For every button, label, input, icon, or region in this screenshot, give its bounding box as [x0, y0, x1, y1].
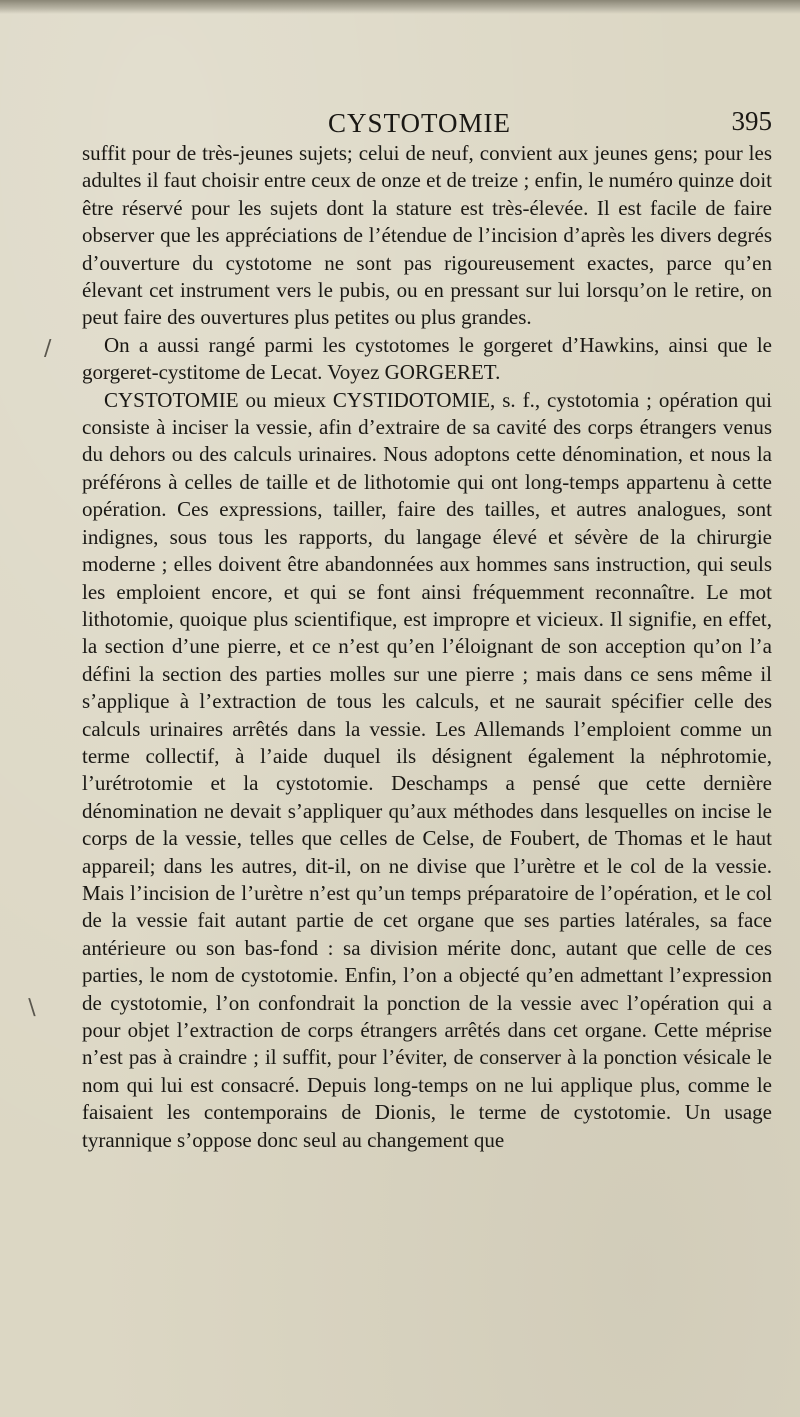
- page-number: 395: [731, 106, 772, 136]
- margin-backslash-mark: ∖: [24, 996, 39, 1021]
- page-edge-stain: [0, 0, 800, 14]
- body-text: [82, 140, 772, 1154]
- margin-slash-mark: ∕: [44, 336, 52, 361]
- paragraph-2: On a aussi rangé parmi les cystotomes le gorgeret d’Hawkins, ainsi que le gorgeret-cystitome de Lecat. Voyez GORGERET.: [82, 332, 772, 385]
- paragraph-3-entry-cystotomie: CYSTOTOMIE ou mieux CYSTIDOTOMIE, s. f., cystotomia ; opération qui consiste à inciser la vessie, afin d’extraire de sa cavité des corps étrangers venus du dehors ou des calculs urinaires. Nous adoptons cette dénomination, et nous la préférons à celles de taille et de lithotomie qui ont long-temps appartenu à cette opération. Ces expressions, tailler, faire des tailles, et autres analogues, sont indignes, sous tous les rapports, du langage élevé et sévère de la chirurgie moderne ; elles doivent être abandonnées aux hommes sans instruction, qui seuls les emploient encore, et qui se font ainsi fréquemment reconnaître. Le mot lithotomie, quoique plus scientifique, est impropre et vicieux. Il signifie, en effet, la section d’une pierre, et ce n’est qu’en l’éloignant de son acception qu’on l’a défini la section des parties molles sur une pierre ; mais dans ce sens même il s’applique à l’extraction de tous les calculs, et ne saurait spécifier celle des calculs urinaires arrêtés dans la vessie. Les Allemands l’emploient comme un terme collectif, à l’aide duquel ils désignent également la néphrotomie, l’urétrotomie et la cystotomie. Deschamps a pensé que cette dernière dénomination ne devait s’appliquer qu’aux méthodes dans lesquelles on incise le corps de la vessie, telles que celles de Celse, de Foubert, de Thomas et le haut appareil; dans les autres, dit-il, on ne divise que l’urètre et le col de la vessie. Mais l’incision de l’urètre n’est qu’un temps préparatoire de l’opération, et le col de la vessie fait autant partie de cet organe que ses parties latérales, sa face antérieure ou son bas-fond : sa division mérite donc, autant que celle de ces parties, le nom de cystotomie. Enfin, l’on a objecté qu’en admettant l’expression de cystotomie, l’on confondrait la ponction de la vessie avec l’opération qui a pour objet l’extraction de corps étrangers arrêtés dans cet organe. Cette méprise n’est pas à craindre ; il suffit, pour l’éviter, de conserver à la ponction vésicale le nom qui lui est consacré. Depuis long-temps on ne lui applique plus, comme le faisaient les contemporains de Dionis, le terme de cystotomie. Un usage tyrannique s’oppose donc seul au changement que: [82, 387, 772, 1152]
- paragraph-1: suffit pour de très-jeunes sujets; celui de neuf, convient aux jeunes gens; pour les adultes il faut choisir entre ceux de onze et de treize ; enfin, le numéro quinze doit être réservé pour les sujets dont la stature est très-élevée. Il est facile de faire observer que les appréciations de l’étendue de l’incision d’après les divers degrés d’ouverture du cystotome ne sont pas rigoureusement exactes, parce qu’en élevant cet instrument vers le pubis, ou en pressant sur lui lorsqu’on le retire, on peut faire des ouvertures plus petites ou plus grandes.: [82, 141, 772, 330]
- running-title: CYSTOTOMIE: [328, 108, 512, 138]
- page-header: [82, 104, 772, 144]
